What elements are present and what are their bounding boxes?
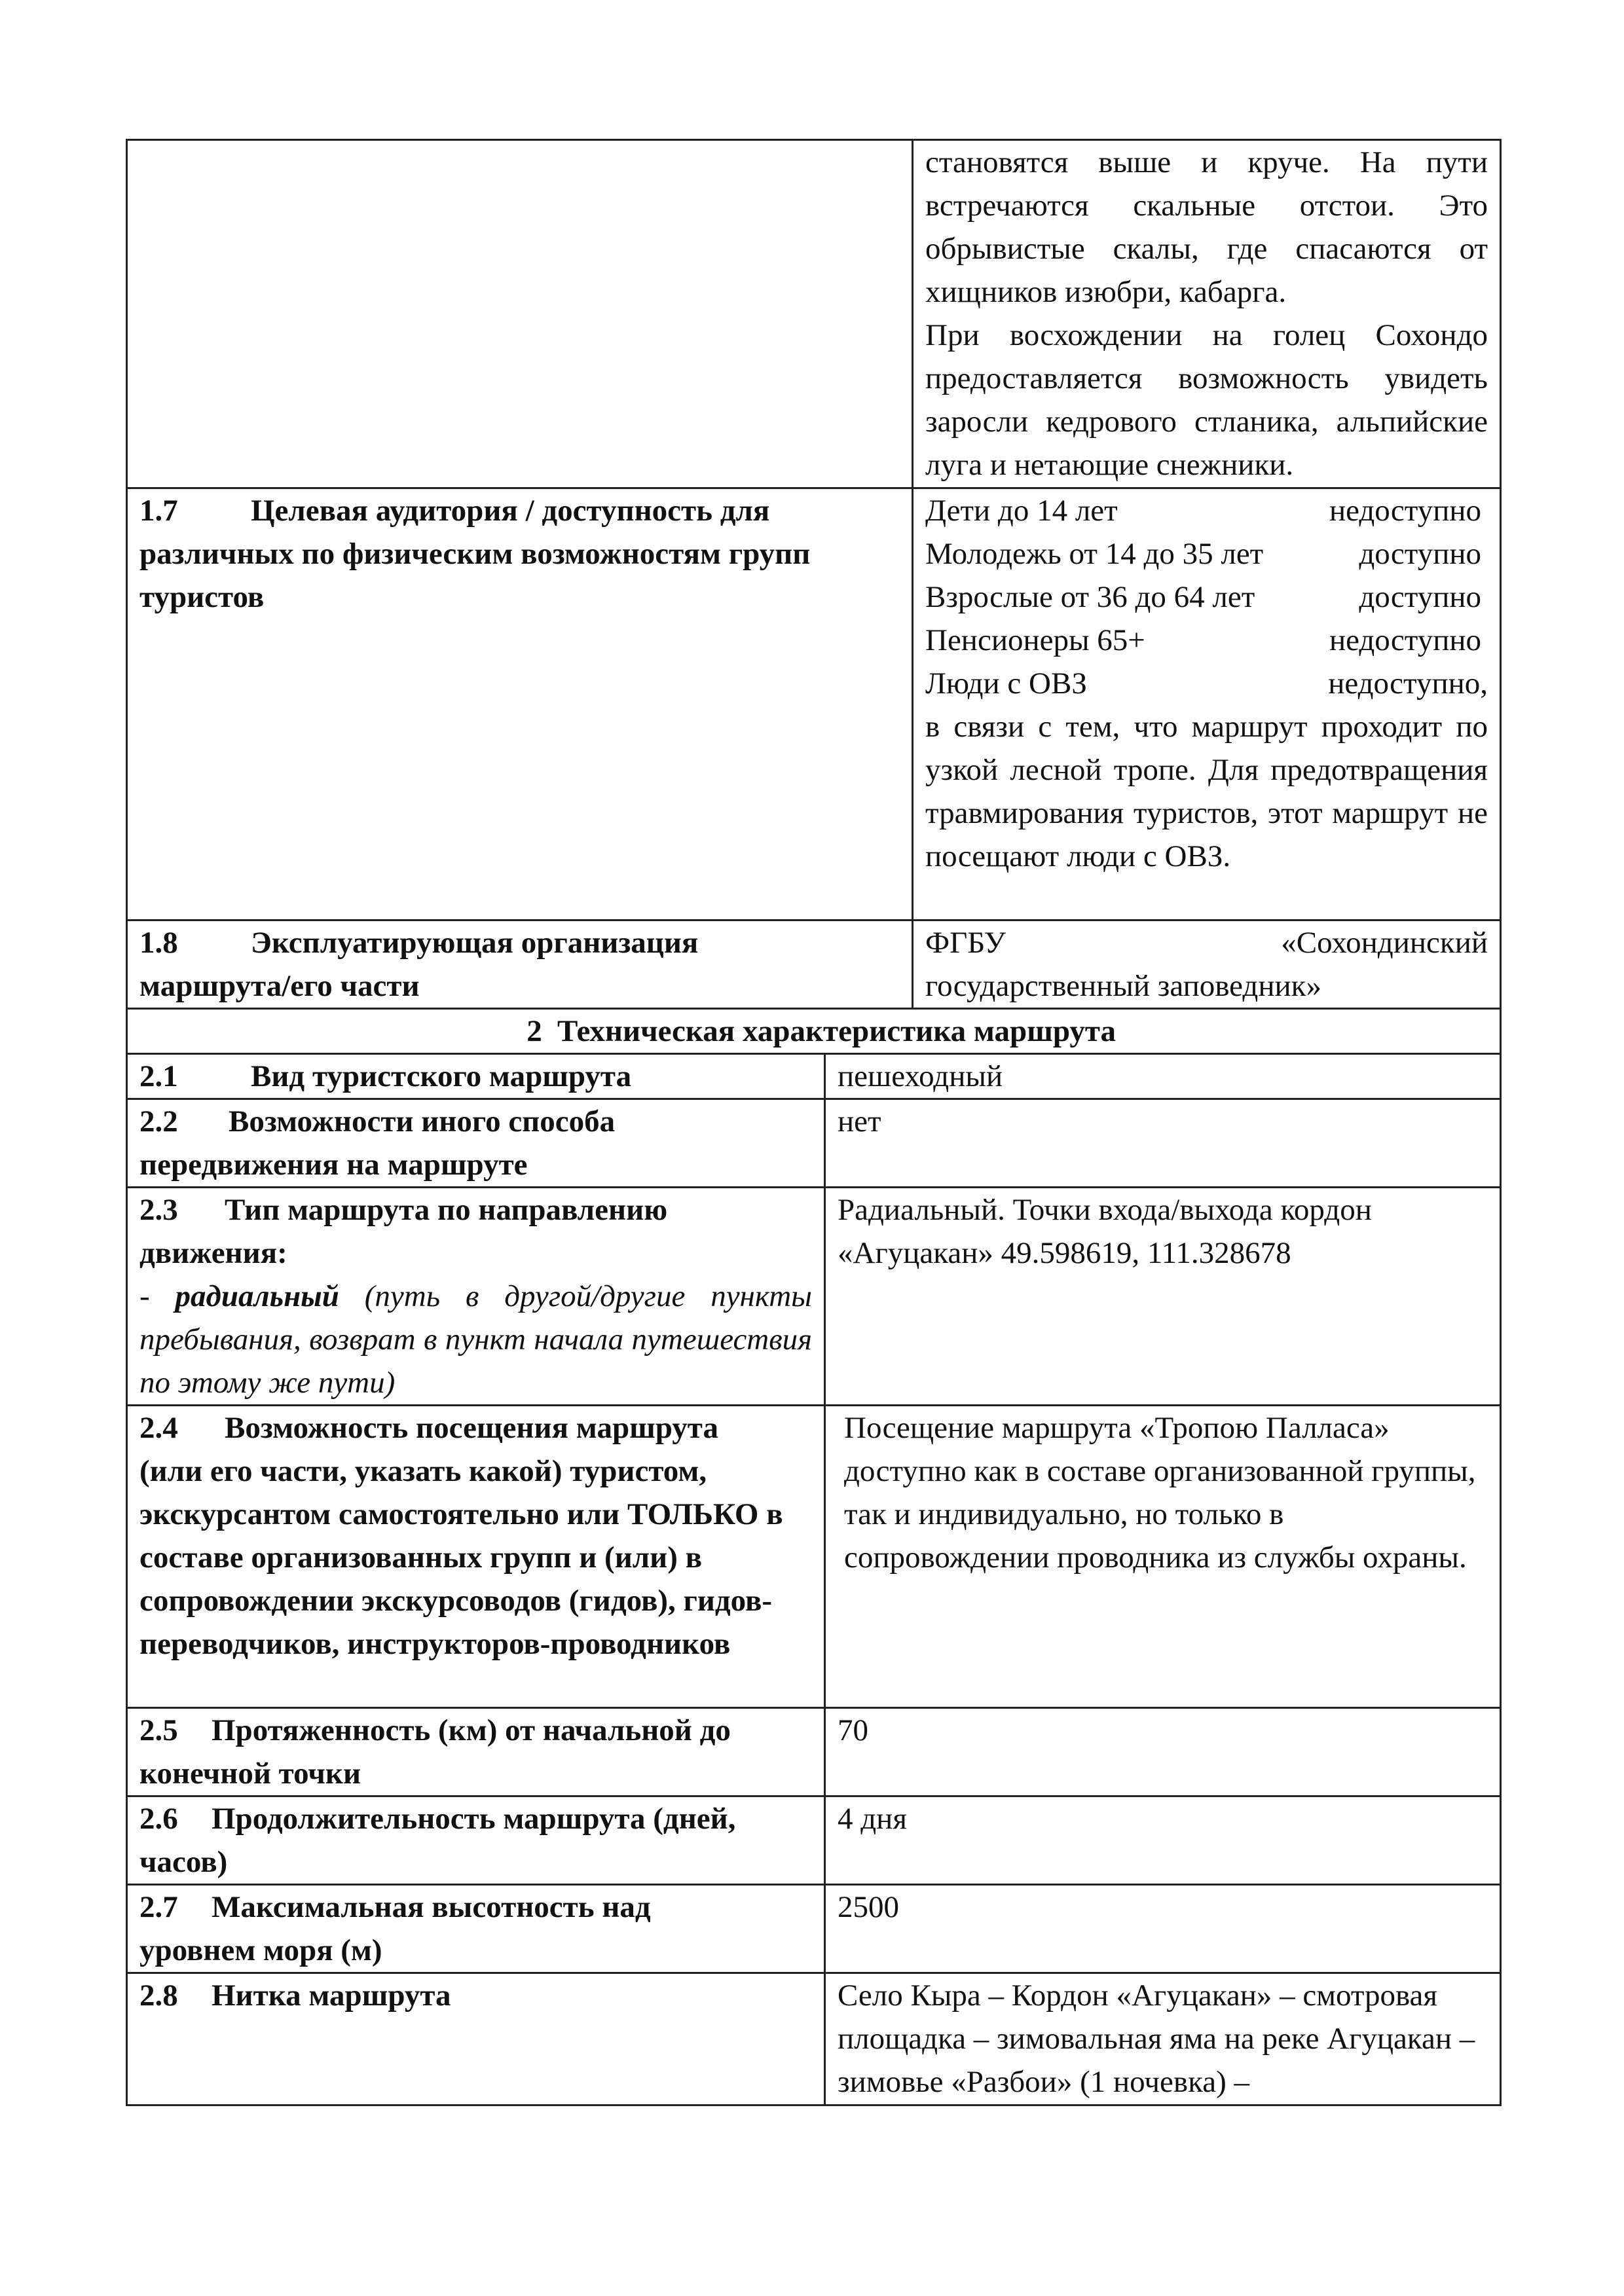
row-number: 2.6: [139, 1802, 178, 1836]
row-1-8-value: [913, 920, 1501, 1009]
row-2-1-label: [127, 1054, 825, 1099]
empty-cell: [127, 140, 913, 488]
row-label: движения:: [139, 1236, 287, 1270]
row-label: уровнем моря (м): [139, 1933, 382, 1967]
row-2-2-label: [127, 1099, 825, 1188]
table-row: [127, 140, 1501, 488]
table-row: [127, 1054, 1501, 1099]
row-label: Тип маршрута по направлению: [225, 1193, 668, 1227]
row-number: 2.8: [139, 1978, 178, 2013]
row-2-5-label: [127, 1708, 825, 1796]
row-2-4-value: Посещение маршрута «Тропою Палласа» доступно как в составе организованной группы, так и индивидуально, но только в сопровождении проводника из службы охраны.: [825, 1406, 1501, 1708]
row-number: 2.2: [139, 1104, 178, 1139]
row-number: 1.8: [139, 926, 178, 960]
row-1-8-label: [127, 920, 913, 1009]
row-2-6-value: 4 дня: [825, 1796, 1501, 1885]
row-label: Эксплуатирующая организация: [251, 926, 699, 960]
row-label: Максимальная высотность над: [212, 1890, 651, 1924]
row-label: Возможность посещения маршрута: [225, 1411, 718, 1445]
table-row: [127, 1708, 1501, 1796]
section-title: Техническая характеристика маршрута: [557, 1014, 1116, 1048]
table-row: [127, 1796, 1501, 1885]
row-2-7-value: 2500: [825, 1885, 1501, 1973]
row-label: конечной точки: [139, 1757, 361, 1791]
row-2-1-value: пешеходный: [825, 1054, 1501, 1099]
section-number: 2: [526, 1014, 542, 1048]
row-1-7-value: [913, 488, 1501, 920]
row-number: 2.1: [139, 1059, 178, 1093]
list-item: Люди с ОВЗ недоступно,: [925, 666, 1488, 701]
row-2-3-label: [127, 1188, 825, 1406]
row-2-3-value: Радиальный. Точки входа/выхода кордон «Агуцакан» 49.598619, 111.328678: [825, 1188, 1501, 1406]
row-number: 2.5: [139, 1713, 178, 1747]
row-number: 2.7: [139, 1890, 178, 1924]
org-name: «Сохондинский: [1281, 926, 1488, 960]
row-2-5-value: 70: [825, 1708, 1501, 1796]
list-item: Пенсионеры 65+ недоступно: [925, 623, 1481, 657]
table-row: [127, 488, 1501, 920]
row-2-4-label: [127, 1406, 825, 1708]
accessibility-note: в связи с тем, что маршрут проходит по узкой лесной тропе. Для предотвращения травмирования туристов, этот маршрут не посещают люди с ОВЗ.: [925, 710, 1488, 873]
row-2-7-label: [127, 1885, 825, 1973]
row-label: маршрута/его части: [139, 969, 420, 1003]
passport-table-section1: [126, 139, 1502, 1055]
row-label: (или его части, указать какой) туристом, экскурсантом самостоятельно или ТОЛЬКО в составе организованных групп и (или) в сопровождении экскурсоводов (гидов), гидов-переводчиков, инструкторов-проводников: [139, 1454, 783, 1661]
list-item: Молодежь от 14 до 35 лет доступно: [925, 537, 1481, 571]
row-number: 2.3: [139, 1193, 178, 1227]
table-row: [127, 1188, 1501, 1406]
route-type-note: - радиальный (путь в другой/другие пункты пребывания, возврат в пункт начала путешествия по этому же пути): [139, 1279, 813, 1400]
table-row: [127, 1099, 1501, 1188]
row-1-7-label: [127, 488, 913, 920]
passport-table-section2: [126, 1053, 1502, 2106]
table-row: [127, 1885, 1501, 1973]
table-row: [127, 1406, 1501, 1708]
continuation-cell: [913, 140, 1501, 488]
row-label: Продолжительность маршрута (дней,: [212, 1802, 736, 1836]
list-item: Дети до 14 лет недоступно: [925, 494, 1481, 528]
list-item: Взрослые от 36 до 64 лет доступно: [925, 580, 1481, 614]
row-label: различных по физическим возможностям групп туристов: [139, 537, 811, 614]
org-type: ФГБУ: [925, 926, 1006, 960]
row-number: 1.7: [139, 494, 178, 528]
row-label: Нитка маршрута: [212, 1978, 451, 2013]
section-2-heading: [127, 1009, 1501, 1054]
org-name: государственный заповедник»: [925, 969, 1321, 1003]
continuation-text: При восхождении на голец Сохондо предоставляется возможность увидеть заросли кедрового стланика, альпийские луга и нетающие снежники.: [925, 318, 1488, 482]
row-label: Протяженность (км) от начальной до: [212, 1713, 731, 1747]
row-label: передвижения на маршруте: [139, 1148, 528, 1182]
row-2-2-value: нет: [825, 1099, 1501, 1188]
row-label: часов): [139, 1845, 228, 1879]
continuation-text: становятся выше и круче. На пути встречаются скальные отстои. Это обрывистые скалы, где спасаются от хищников изюбри, кабарга.: [925, 145, 1488, 309]
row-2-8-label: [127, 1973, 825, 2105]
row-number: 2.4: [139, 1411, 178, 1445]
row-label: Возможности иного способа: [229, 1104, 616, 1139]
row-2-8-value: Село Кыра – Кордон «Агуцакан» – смотровая площадка – зимовальная яма на реке Агуцакан – зимовье «Разбои» (1 ночевка) –: [825, 1973, 1501, 2105]
row-label: Целевая аудитория / доступность для: [251, 494, 770, 528]
table-row: [127, 1973, 1501, 2105]
table-row: [127, 1009, 1501, 1054]
table-row: [127, 920, 1501, 1009]
row-label: Вид туристского маршрута: [251, 1059, 632, 1093]
row-2-6-label: [127, 1796, 825, 1885]
